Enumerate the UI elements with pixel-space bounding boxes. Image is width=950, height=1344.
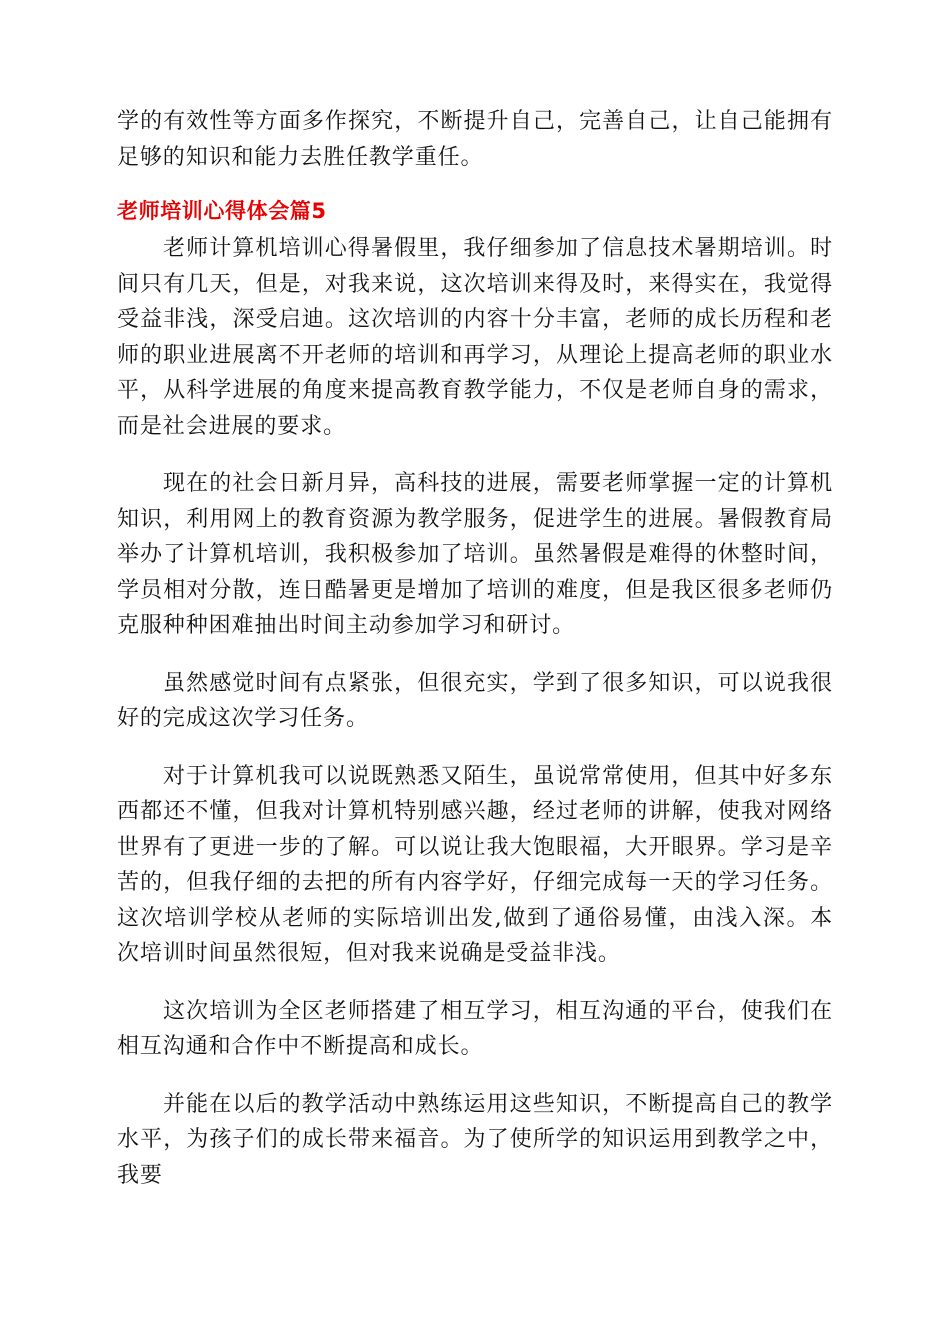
- section-heading: 老师培训心得体会篇5: [117, 199, 327, 223]
- paragraph-5: 这次培训为全区老师搭建了相互学习，相互沟通的平台，使我们在相互沟通和合作中不断提高和成长。: [117, 998, 833, 1059]
- paragraph-6: 并能在以后的教学活动中熟练运用这些知识，不断提高自己的教学水平，为孩子们的成长带来福音。为了使所学的知识运用到教学之中，我要: [117, 1091, 833, 1188]
- paragraph-1: 老师计算机培训心得暑假里，我仔细参加了信息技术暑期培训。时间只有几天，但是，对我来说，这次培训来得及时，来得实在，我觉得受益非浅，深受启迪。这次培训的内容十分丰富，老师的成长历程和老师的职业进展离不开老师的培训和再学习，从理论上提高老师的职业水平，从科学进展的角度来提高教育教学能力，不仅是老师自身的需求，而是社会进展的要求。: [117, 236, 833, 439]
- paragraph-3: 虽然感觉时间有点紧张，但很充实，学到了很多知识，可以说我很好的完成这次学习任务。: [117, 670, 833, 731]
- continuation-paragraph: 学的有效性等方面多作探究，不断提升自己，完善自己，让自己能拥有足够的知识和能力去胜任教学重任。: [117, 109, 833, 170]
- paragraph-4: 对于计算机我可以说既熟悉又陌生，虽说常常使用，但其中好多东西都还不懂，但我对计算机特别感兴趣，经过老师的讲解，使我对网络世界有了更进一步的了解。可以说让我大饱眼福，大开眼界。学习是辛苦的，但我仔细的去把的所有内容学好，仔细完成每一天的学习任务。这次培训学校从老师的实际培训出发,做到了通俗易懂，由浅入深。本次培训时间虽然很短，但对我来说确是受益非浅。: [117, 763, 833, 966]
- document-body: [117, 104, 833, 1215]
- paragraph-2: 现在的社会日新月异，高科技的进展，需要老师掌握一定的计算机知识，利用网上的教育资源为教学服务，促进学生的进展。暑假教育局举办了计算机培训，我积极参加了培训。虽然暑假是难得的休整时间，学员相对分散，连日酷暑更是增加了培训的难度，但是我区很多老师仍克服种种困难抽出时间主动参加学习和研讨。: [117, 471, 833, 638]
